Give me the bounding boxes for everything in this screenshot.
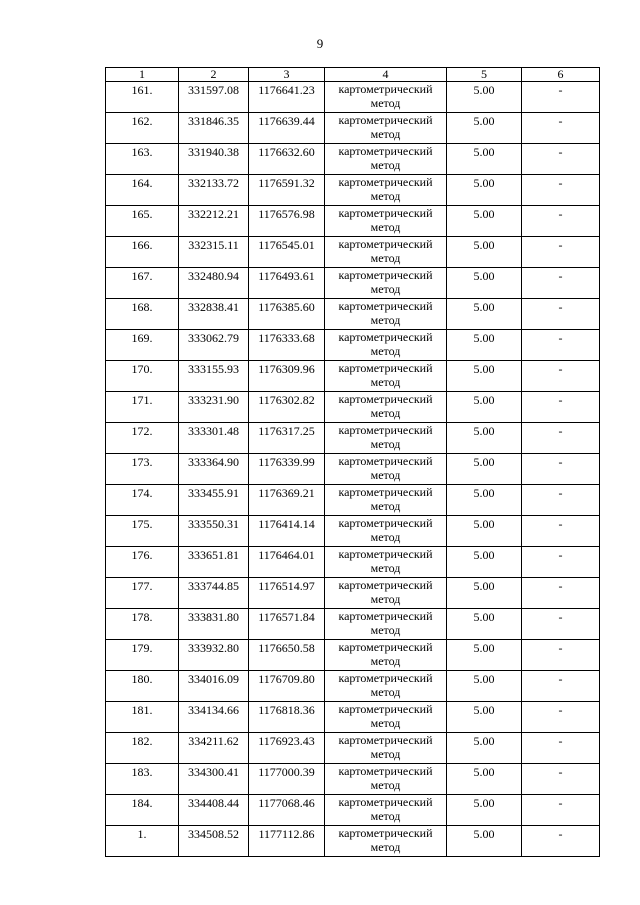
- coordinate-y-cell: 1177000.39: [249, 764, 325, 795]
- point-number-cell: 162.: [106, 113, 179, 144]
- coordinate-x-cell: 333231.90: [179, 392, 249, 423]
- table-row: [106, 578, 600, 609]
- method-cell: картометрический метод: [325, 609, 447, 640]
- method-cell: картометрический метод: [325, 268, 447, 299]
- method-cell: картометрический метод: [325, 144, 447, 175]
- note-cell: -: [522, 175, 600, 206]
- page-number: 9: [316, 36, 324, 51]
- coordinate-y-cell: 1176369.21: [249, 485, 325, 516]
- coordinate-x-cell: 333932.80: [179, 640, 249, 671]
- coordinates-table: [105, 67, 600, 857]
- note-cell: -: [522, 392, 600, 423]
- table-row: [106, 826, 600, 857]
- point-number-cell: 182.: [106, 733, 179, 764]
- table-row: [106, 330, 600, 361]
- note-cell: -: [522, 609, 600, 640]
- note-cell: -: [522, 578, 600, 609]
- accuracy-cell: 5.00: [447, 826, 522, 857]
- method-cell: картометрический метод: [325, 392, 447, 423]
- point-number-cell: 163.: [106, 144, 179, 175]
- table-body: [106, 82, 600, 857]
- accuracy-cell: 5.00: [447, 516, 522, 547]
- method-cell: картометрический метод: [325, 299, 447, 330]
- table-row: [106, 733, 600, 764]
- coordinate-y-cell: 1176317.25: [249, 423, 325, 454]
- column-header-4: 4: [325, 68, 447, 82]
- table-row: [106, 454, 600, 485]
- method-cell: картометрический метод: [325, 454, 447, 485]
- coordinate-x-cell: 333455.91: [179, 485, 249, 516]
- coordinate-x-cell: 332212.21: [179, 206, 249, 237]
- coordinate-x-cell: 331597.08: [179, 82, 249, 113]
- point-number-cell: 170.: [106, 361, 179, 392]
- note-cell: -: [522, 547, 600, 578]
- point-number-cell: 165.: [106, 206, 179, 237]
- method-cell: картометрический метод: [325, 237, 447, 268]
- table-row: [106, 113, 600, 144]
- accuracy-cell: 5.00: [447, 578, 522, 609]
- accuracy-cell: 5.00: [447, 113, 522, 144]
- table-row: [106, 485, 600, 516]
- coordinate-x-cell: 331846.35: [179, 113, 249, 144]
- note-cell: -: [522, 237, 600, 268]
- point-number-cell: 178.: [106, 609, 179, 640]
- accuracy-cell: 5.00: [447, 671, 522, 702]
- coordinate-x-cell: 334016.09: [179, 671, 249, 702]
- point-number-cell: 161.: [106, 82, 179, 113]
- method-cell: картометрический метод: [325, 640, 447, 671]
- coordinate-x-cell: 332133.72: [179, 175, 249, 206]
- point-number-cell: 168.: [106, 299, 179, 330]
- coordinate-y-cell: 1177112.86: [249, 826, 325, 857]
- note-cell: -: [522, 206, 600, 237]
- coordinate-y-cell: 1176414.14: [249, 516, 325, 547]
- note-cell: -: [522, 423, 600, 454]
- point-number-cell: 175.: [106, 516, 179, 547]
- method-cell: картометрический метод: [325, 82, 447, 113]
- column-header-2: 2: [179, 68, 249, 82]
- coordinate-y-cell: 1176923.43: [249, 733, 325, 764]
- column-header-6: 6: [522, 68, 600, 82]
- coordinate-y-cell: 1176339.99: [249, 454, 325, 485]
- coordinate-y-cell: 1176385.60: [249, 299, 325, 330]
- note-cell: -: [522, 361, 600, 392]
- method-cell: картометрический метод: [325, 547, 447, 578]
- coordinate-y-cell: 1176641.23: [249, 82, 325, 113]
- coordinate-y-cell: 1176650.58: [249, 640, 325, 671]
- point-number-cell: 177.: [106, 578, 179, 609]
- coordinate-y-cell: 1176709.80: [249, 671, 325, 702]
- coordinate-x-cell: 334211.62: [179, 733, 249, 764]
- accuracy-cell: 5.00: [447, 764, 522, 795]
- coordinate-x-cell: 334300.41: [179, 764, 249, 795]
- table-row: [106, 82, 600, 113]
- coordinate-x-cell: 332838.41: [179, 299, 249, 330]
- note-cell: -: [522, 485, 600, 516]
- note-cell: -: [522, 330, 600, 361]
- note-cell: -: [522, 454, 600, 485]
- coordinate-x-cell: 333550.31: [179, 516, 249, 547]
- point-number-cell: 174.: [106, 485, 179, 516]
- coordinate-x-cell: 333062.79: [179, 330, 249, 361]
- accuracy-cell: 5.00: [447, 237, 522, 268]
- table-row: [106, 144, 600, 175]
- point-number-cell: 184.: [106, 795, 179, 826]
- point-number-cell: 171.: [106, 392, 179, 423]
- note-cell: -: [522, 299, 600, 330]
- accuracy-cell: 5.00: [447, 361, 522, 392]
- coordinate-y-cell: 1176545.01: [249, 237, 325, 268]
- note-cell: -: [522, 764, 600, 795]
- method-cell: картометрический метод: [325, 516, 447, 547]
- coordinate-x-cell: 333155.93: [179, 361, 249, 392]
- point-number-cell: 179.: [106, 640, 179, 671]
- accuracy-cell: 5.00: [447, 206, 522, 237]
- table-row: [106, 175, 600, 206]
- method-cell: картометрический метод: [325, 423, 447, 454]
- coordinate-y-cell: 1176493.61: [249, 268, 325, 299]
- coordinate-x-cell: 332480.94: [179, 268, 249, 299]
- note-cell: -: [522, 268, 600, 299]
- accuracy-cell: 5.00: [447, 299, 522, 330]
- method-cell: картометрический метод: [325, 330, 447, 361]
- coordinate-y-cell: 1176333.68: [249, 330, 325, 361]
- table-row: [106, 516, 600, 547]
- header-row: [106, 68, 600, 82]
- coordinate-x-cell: 332315.11: [179, 237, 249, 268]
- point-number-cell: 176.: [106, 547, 179, 578]
- accuracy-cell: 5.00: [447, 485, 522, 516]
- accuracy-cell: 5.00: [447, 733, 522, 764]
- accuracy-cell: 5.00: [447, 795, 522, 826]
- accuracy-cell: 5.00: [447, 268, 522, 299]
- coordinate-y-cell: 1176464.01: [249, 547, 325, 578]
- table-row: [106, 423, 600, 454]
- note-cell: -: [522, 702, 600, 733]
- coordinate-x-cell: 334408.44: [179, 795, 249, 826]
- accuracy-cell: 5.00: [447, 609, 522, 640]
- accuracy-cell: 5.00: [447, 640, 522, 671]
- accuracy-cell: 5.00: [447, 454, 522, 485]
- table-row: [106, 237, 600, 268]
- table-row: [106, 795, 600, 826]
- column-header-5: 5: [447, 68, 522, 82]
- method-cell: картометрический метод: [325, 671, 447, 702]
- column-header-1: 1: [106, 68, 179, 82]
- note-cell: -: [522, 733, 600, 764]
- accuracy-cell: 5.00: [447, 82, 522, 113]
- coordinate-y-cell: 1176302.82: [249, 392, 325, 423]
- coordinate-x-cell: 334508.52: [179, 826, 249, 857]
- coordinate-x-cell: 334134.66: [179, 702, 249, 733]
- accuracy-cell: 5.00: [447, 330, 522, 361]
- method-cell: картометрический метод: [325, 826, 447, 857]
- accuracy-cell: 5.00: [447, 547, 522, 578]
- point-number-cell: 172.: [106, 423, 179, 454]
- coordinate-y-cell: 1176576.98: [249, 206, 325, 237]
- coordinate-y-cell: 1177068.46: [249, 795, 325, 826]
- method-cell: картометрический метод: [325, 733, 447, 764]
- method-cell: картометрический метод: [325, 702, 447, 733]
- table-row: [106, 671, 600, 702]
- point-number-cell: 167.: [106, 268, 179, 299]
- coordinate-x-cell: 333651.81: [179, 547, 249, 578]
- point-number-cell: 164.: [106, 175, 179, 206]
- note-cell: -: [522, 640, 600, 671]
- note-cell: -: [522, 671, 600, 702]
- coordinate-y-cell: 1176309.96: [249, 361, 325, 392]
- point-number-cell: 173.: [106, 454, 179, 485]
- point-number-cell: 166.: [106, 237, 179, 268]
- coordinate-y-cell: 1176818.36: [249, 702, 325, 733]
- point-number-cell: 181.: [106, 702, 179, 733]
- table-row: [106, 392, 600, 423]
- coordinate-x-cell: 333301.48: [179, 423, 249, 454]
- table-row: [106, 299, 600, 330]
- note-cell: -: [522, 795, 600, 826]
- coordinate-x-cell: 333744.85: [179, 578, 249, 609]
- method-cell: картометрический метод: [325, 485, 447, 516]
- table-row: [106, 268, 600, 299]
- table-header: [106, 68, 600, 82]
- coordinate-x-cell: 333364.90: [179, 454, 249, 485]
- coordinate-x-cell: 333831.80: [179, 609, 249, 640]
- column-header-3: 3: [249, 68, 325, 82]
- coordinate-y-cell: 1176591.32: [249, 175, 325, 206]
- note-cell: -: [522, 516, 600, 547]
- coordinate-y-cell: 1176632.60: [249, 144, 325, 175]
- accuracy-cell: 5.00: [447, 144, 522, 175]
- accuracy-cell: 5.00: [447, 702, 522, 733]
- table-row: [106, 547, 600, 578]
- table-row: [106, 361, 600, 392]
- coordinate-x-cell: 331940.38: [179, 144, 249, 175]
- coordinate-y-cell: 1176639.44: [249, 113, 325, 144]
- method-cell: картометрический метод: [325, 206, 447, 237]
- accuracy-cell: 5.00: [447, 392, 522, 423]
- point-number-cell: 169.: [106, 330, 179, 361]
- point-number-cell: 1.: [106, 826, 179, 857]
- method-cell: картометрический метод: [325, 175, 447, 206]
- table-row: [106, 702, 600, 733]
- method-cell: картометрический метод: [325, 113, 447, 144]
- method-cell: картометрический метод: [325, 795, 447, 826]
- method-cell: картометрический метод: [325, 578, 447, 609]
- method-cell: картометрический метод: [325, 361, 447, 392]
- coordinate-y-cell: 1176514.97: [249, 578, 325, 609]
- point-number-cell: 180.: [106, 671, 179, 702]
- note-cell: -: [522, 113, 600, 144]
- table-row: [106, 206, 600, 237]
- note-cell: -: [522, 82, 600, 113]
- table-row: [106, 764, 600, 795]
- table-row: [106, 640, 600, 671]
- point-number-cell: 183.: [106, 764, 179, 795]
- accuracy-cell: 5.00: [447, 175, 522, 206]
- accuracy-cell: 5.00: [447, 423, 522, 454]
- coordinate-y-cell: 1176571.84: [249, 609, 325, 640]
- table-row: [106, 609, 600, 640]
- method-cell: картометрический метод: [325, 764, 447, 795]
- note-cell: -: [522, 826, 600, 857]
- note-cell: -: [522, 144, 600, 175]
